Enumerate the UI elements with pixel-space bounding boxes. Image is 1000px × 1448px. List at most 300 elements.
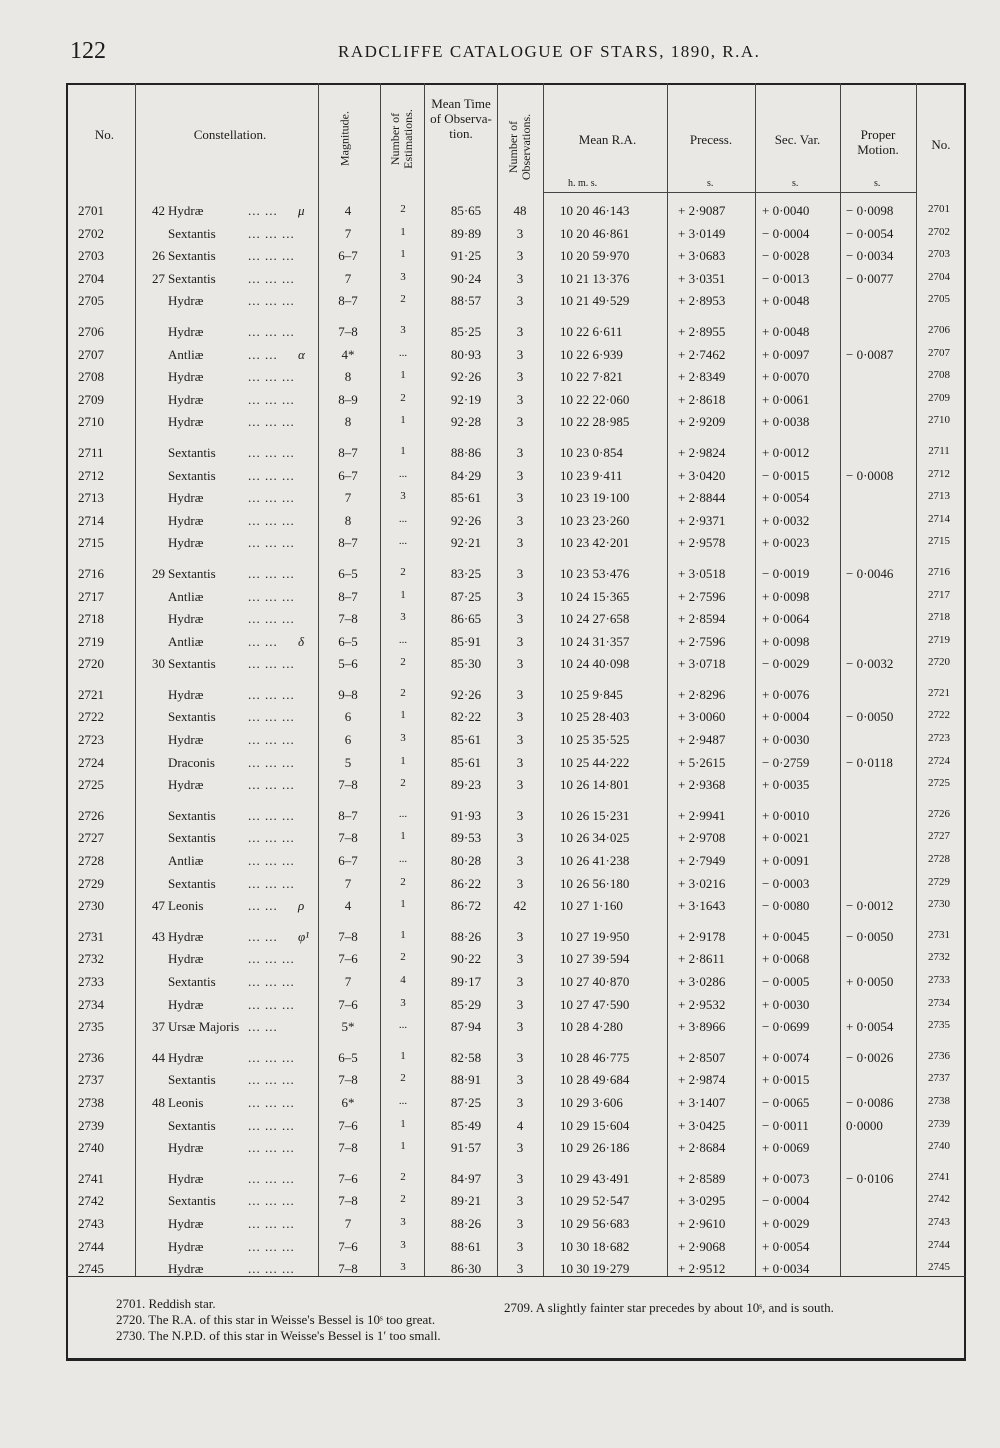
estimations-count: 2 xyxy=(400,656,406,669)
constellation-name: Leonis xyxy=(168,898,204,914)
mean-time-value: 85·65 xyxy=(450,203,482,218)
magnitude-value: 7–8 xyxy=(338,1193,358,1209)
mean-time-value: 87·25 xyxy=(450,1094,482,1110)
leader-dots: ... ... ... xyxy=(248,225,295,241)
star-number: 2731 xyxy=(78,928,104,944)
observations-count: 3 xyxy=(516,512,524,528)
star-number-right: 2704 xyxy=(928,270,950,283)
proper-motion-value: − 0·0087 xyxy=(846,346,894,362)
mean-ra-value: 10 29 26·186 xyxy=(560,1140,630,1156)
mean-time-value: 85·61 xyxy=(450,754,482,770)
mean-time-value: 88·86 xyxy=(450,444,482,460)
magnitude-value: 6–5 xyxy=(338,633,358,649)
mean-ra-value: 10 23 42·201 xyxy=(560,535,630,551)
constellation-name: Sextantis xyxy=(168,974,216,989)
star-number: 2743 xyxy=(78,1215,104,1231)
precession-value: + 2·8844 xyxy=(678,490,726,506)
proper-motion-value: − 0·0106 xyxy=(846,1170,894,1186)
proper-motion-value: − 0·0034 xyxy=(846,248,894,264)
star-number: 2718 xyxy=(78,611,104,627)
mean-ra-value: 10 24 27·658 xyxy=(560,611,630,627)
precession-value: + 2·9178 xyxy=(678,928,726,944)
precession-value: + 3·0518 xyxy=(678,565,726,581)
constellation-name: Antliæ xyxy=(168,853,204,869)
star-number: 2702 xyxy=(78,225,104,241)
star-number: 2710 xyxy=(78,414,104,430)
leader-dots: ... ... ... xyxy=(248,1238,295,1254)
leader-dots: ... ... ... xyxy=(248,709,295,725)
proper-motion-value: − 0·0050 xyxy=(846,928,894,944)
leader-dots: ... ... ... xyxy=(248,875,295,891)
mean-time-value: 92·26 xyxy=(450,512,482,528)
mean-ra-value: 10 27 39·594 xyxy=(560,951,630,967)
precession-value: + 2·9941 xyxy=(678,807,726,823)
mean-ra-value: 10 27 1·160 xyxy=(560,898,623,914)
header-sec-var: Sec. Var. xyxy=(774,132,821,147)
precession-value: + 2·9068 xyxy=(678,1238,726,1254)
observations-count: 3 xyxy=(516,248,524,264)
mean-ra-value: 10 27 40·870 xyxy=(560,974,630,989)
star-number-right: 2713 xyxy=(928,490,950,503)
precession-value: + 3·0683 xyxy=(678,248,726,264)
table-row xyxy=(0,873,1000,896)
bayer-letter: μ xyxy=(298,203,305,218)
magnitude-value: 4 xyxy=(344,203,352,218)
constellation-name: Sextantis xyxy=(168,656,216,672)
proper-motion-value: + 0·0050 xyxy=(846,974,894,989)
estimations-count: 2 xyxy=(400,203,406,215)
secular-variation-value: + 0·0029 xyxy=(762,1215,810,1231)
estimations-count: 1 xyxy=(400,928,406,941)
estimations-count: 2 xyxy=(400,1193,406,1206)
proper-motion-value: − 0·0098 xyxy=(846,203,894,218)
estimations-count: 3 xyxy=(400,323,406,336)
star-number-right: 2741 xyxy=(928,1170,950,1183)
secular-variation-value: + 0·0097 xyxy=(762,346,810,362)
mean-time-value: 88·61 xyxy=(450,1238,482,1254)
star-number: 2708 xyxy=(78,369,104,385)
observations-count: 48 xyxy=(513,203,527,218)
observations-count: 3 xyxy=(516,1072,524,1088)
secular-variation-value: − 0·0065 xyxy=(762,1094,810,1110)
star-number-right: 2717 xyxy=(928,588,950,601)
mean-ra-value: 10 28 49·684 xyxy=(560,1072,630,1088)
magnitude-value: 6 xyxy=(344,709,352,725)
constellation-name: Sextantis xyxy=(168,1193,216,1209)
leader-dots: ... ... xyxy=(248,633,278,649)
observations-count: 3 xyxy=(516,1140,524,1156)
magnitude-value: 7 xyxy=(344,270,352,286)
flamsteed-number: 47 xyxy=(152,898,165,914)
group-gap xyxy=(0,555,1000,563)
precession-value: + 3·8966 xyxy=(678,1019,726,1035)
constellation-name: Draconis xyxy=(168,754,215,770)
mean-time-value: 88·26 xyxy=(450,928,482,944)
star-number: 2732 xyxy=(78,951,104,967)
magnitude-value: 8–7 xyxy=(338,807,358,823)
estimations-count: ... xyxy=(398,1094,408,1107)
table-row xyxy=(0,1092,1000,1115)
constellation-name: Antliæ xyxy=(168,588,204,604)
observations-count: 3 xyxy=(516,1170,524,1186)
magnitude-value: 7–8 xyxy=(338,1140,358,1156)
flamsteed-number: 37 xyxy=(152,1019,165,1035)
secular-variation-value: − 0·0004 xyxy=(762,1193,810,1209)
mean-time-value: 88·26 xyxy=(450,1215,482,1231)
table-row xyxy=(0,510,1000,533)
leader-dots: ... ... ... xyxy=(248,1261,295,1277)
mean-ra-value: 10 23 19·100 xyxy=(560,490,630,506)
header-proper-motion: Proper Motion. xyxy=(857,127,899,157)
magnitude-value: 6 xyxy=(344,732,352,748)
estimations-count: 3 xyxy=(400,996,406,1009)
star-number-right: 2729 xyxy=(928,875,950,888)
proper-motion-value: − 0·0077 xyxy=(846,270,894,286)
mean-ra-value: 10 26 56·180 xyxy=(560,875,630,891)
precession-value: + 3·0060 xyxy=(678,709,726,725)
mean-ra-value: 10 22 22·060 xyxy=(560,391,630,407)
flamsteed-number: 30 xyxy=(152,656,165,672)
star-number-right: 2705 xyxy=(928,293,950,306)
table-row xyxy=(0,752,1000,775)
table-row xyxy=(0,532,1000,555)
precession-value: + 2·7596 xyxy=(678,588,726,604)
star-number: 2717 xyxy=(78,588,104,604)
observations-count: 3 xyxy=(516,270,524,286)
mean-time-value: 91·93 xyxy=(450,807,482,823)
estimations-count: 2 xyxy=(400,565,406,578)
mean-time-value: 92·21 xyxy=(450,535,482,551)
precession-value: + 3·1407 xyxy=(678,1094,726,1110)
star-number-right: 2735 xyxy=(928,1019,950,1032)
flamsteed-number: 44 xyxy=(152,1049,165,1065)
constellation-name: Hydræ xyxy=(168,369,204,385)
magnitude-value: 7–6 xyxy=(338,1117,358,1133)
constellation-name: Hydræ xyxy=(168,323,204,339)
observations-count: 3 xyxy=(516,633,524,649)
flamsteed-number: 43 xyxy=(152,928,165,944)
star-number-right: 2722 xyxy=(928,709,950,722)
table-row xyxy=(0,223,1000,246)
magnitude-value: 6–7 xyxy=(338,467,358,483)
observations-count: 42 xyxy=(513,898,527,914)
secular-variation-value: + 0·0030 xyxy=(762,732,810,748)
leader-dots: ... ... ... xyxy=(248,1215,295,1231)
secular-variation-value: + 0·0064 xyxy=(762,611,810,627)
star-number-right: 2719 xyxy=(928,633,950,646)
mean-ra-value: 10 27 47·590 xyxy=(560,996,630,1012)
flamsteed-number: 42 xyxy=(152,203,165,218)
mean-time-value: 87·94 xyxy=(450,1019,482,1035)
precession-value: + 3·0216 xyxy=(678,875,726,891)
table-row xyxy=(0,1168,1000,1191)
mean-ra-value: 10 25 44·222 xyxy=(560,754,630,770)
constellation-name: Leonis xyxy=(168,1094,204,1110)
star-number: 2728 xyxy=(78,853,104,869)
running-title: RADCLIFFE CATALOGUE OF STARS, 1890, R.A. xyxy=(338,42,761,61)
observations-count: 3 xyxy=(516,732,524,748)
constellation-name: Hydræ xyxy=(168,414,204,430)
precession-value: + 2·8684 xyxy=(678,1140,726,1156)
magnitude-value: 7–8 xyxy=(338,830,358,846)
header-estimations: Number of Estimations. xyxy=(388,109,415,169)
observations-count: 3 xyxy=(516,225,524,241)
constellation-name: Hydræ xyxy=(168,535,204,551)
observations-count: 3 xyxy=(516,1049,524,1065)
star-number-right: 2703 xyxy=(928,248,950,261)
mean-ra-value: 10 27 19·950 xyxy=(560,928,630,944)
mean-time-value: 85·49 xyxy=(450,1117,482,1133)
star-number: 2734 xyxy=(78,996,104,1012)
bayer-letter: φ¹ xyxy=(298,928,310,944)
star-number-right: 2708 xyxy=(928,369,950,382)
star-number-right: 2718 xyxy=(928,611,950,624)
magnitude-value: 9–8 xyxy=(338,686,358,702)
bayer-letter: ρ xyxy=(298,898,305,914)
magnitude-value: 7 xyxy=(344,974,352,989)
star-number: 2720 xyxy=(78,656,104,672)
star-number-right: 2707 xyxy=(928,346,950,359)
unit-precess: s. xyxy=(707,178,714,189)
mean-time-value: 86·72 xyxy=(450,898,482,914)
mean-time-value: 87·25 xyxy=(450,588,482,604)
secular-variation-value: + 0·0032 xyxy=(762,512,810,528)
table-row xyxy=(0,1016,1000,1039)
leader-dots: ... ... ... xyxy=(248,444,295,460)
constellation-name: Hydræ xyxy=(168,951,204,967)
mean-ra-value: 10 29 56·683 xyxy=(560,1215,630,1231)
mean-ra-value: 10 29 43·491 xyxy=(560,1170,630,1186)
mean-ra-value: 10 26 15·231 xyxy=(560,807,630,823)
flamsteed-number: 48 xyxy=(152,1094,165,1110)
mean-ra-value: 10 23 9·411 xyxy=(560,467,623,483)
observations-count: 3 xyxy=(516,754,524,770)
star-number-right: 2742 xyxy=(928,1193,950,1206)
star-number-right: 2711 xyxy=(928,444,950,457)
observations-count: 3 xyxy=(516,951,524,967)
constellation-name: Sextantis xyxy=(168,1072,216,1088)
leader-dots: ... ... ... xyxy=(248,732,295,748)
constellation-name: Hydræ xyxy=(168,928,204,944)
header-no-right: No. xyxy=(931,137,951,152)
precession-value: + 2·9874 xyxy=(678,1072,726,1088)
estimations-count: 1 xyxy=(400,225,406,238)
mean-ra-value: 10 22 6·611 xyxy=(560,323,623,339)
group-gap xyxy=(0,918,1000,926)
mean-time-value: 85·25 xyxy=(450,323,482,339)
mean-time-value: 88·57 xyxy=(450,293,482,309)
table-row xyxy=(0,389,1000,412)
star-number-right: 2726 xyxy=(928,807,950,820)
estimations-count: ... xyxy=(398,535,408,548)
precession-value: + 2·8507 xyxy=(678,1049,726,1065)
observations-count: 3 xyxy=(516,565,524,581)
constellation-name: Sextantis xyxy=(168,709,216,725)
leader-dots: ... ... xyxy=(248,898,278,914)
observations-count: 3 xyxy=(516,853,524,869)
magnitude-value: 8 xyxy=(344,369,352,385)
observations-count: 3 xyxy=(516,414,524,430)
mean-ra-value: 10 28 4·280 xyxy=(560,1019,623,1035)
precession-value: + 3·0718 xyxy=(678,656,726,672)
secular-variation-value: + 0·0070 xyxy=(762,369,810,385)
star-number-right: 2730 xyxy=(928,898,950,911)
constellation-name: Sextantis xyxy=(168,565,216,581)
estimations-count: 3 xyxy=(400,270,406,283)
constellation-name: Hydræ xyxy=(168,1238,204,1254)
precession-value: + 2·8589 xyxy=(678,1170,726,1186)
secular-variation-value: + 0·0098 xyxy=(762,588,810,604)
mean-time-value: 86·30 xyxy=(450,1261,482,1277)
observations-count: 3 xyxy=(516,996,524,1012)
mean-ra-value: 10 30 19·279 xyxy=(560,1261,630,1277)
mean-time-value: 89·53 xyxy=(450,830,482,846)
header-mean-ra: Mean R.A. xyxy=(578,132,637,147)
constellation-name: Sextantis xyxy=(168,444,216,460)
magnitude-value: 6–7 xyxy=(338,248,358,264)
table-row xyxy=(0,344,1000,367)
precession-value: + 2·9610 xyxy=(678,1215,726,1231)
secular-variation-value: − 0·0019 xyxy=(762,565,810,581)
magnitude-value: 6–5 xyxy=(338,1049,358,1065)
magnitude-value: 7 xyxy=(344,225,352,241)
table-row xyxy=(0,1069,1000,1092)
secular-variation-value: − 0·0028 xyxy=(762,248,810,264)
star-number: 2705 xyxy=(78,293,104,309)
table-row xyxy=(0,631,1000,654)
estimations-count: 1 xyxy=(400,898,406,911)
leader-dots: ... ... ... xyxy=(248,270,295,286)
mean-time-value: 80·93 xyxy=(450,346,482,362)
mean-ra-value: 10 21 49·529 xyxy=(560,293,630,309)
table-row xyxy=(0,684,1000,707)
leader-dots: ... ... ... xyxy=(248,754,295,770)
star-number: 2719 xyxy=(78,633,104,649)
leader-dots: ... ... ... xyxy=(248,588,295,604)
table-row xyxy=(0,487,1000,510)
observations-count: 3 xyxy=(516,1019,524,1035)
secular-variation-value: + 0·0023 xyxy=(762,535,810,551)
magnitude-value: 6–5 xyxy=(338,565,358,581)
star-number-right: 2744 xyxy=(928,1238,950,1251)
leader-dots: ... ... ... xyxy=(248,565,295,581)
star-number: 2722 xyxy=(78,709,104,725)
group-gap xyxy=(0,797,1000,805)
leader-dots: ... ... ... xyxy=(248,611,295,627)
secular-variation-value: + 0·0035 xyxy=(762,777,810,793)
magnitude-value: 8–7 xyxy=(338,535,358,551)
secular-variation-value: + 0·0048 xyxy=(762,323,810,339)
star-number: 2725 xyxy=(78,777,104,793)
constellation-name: Sextantis xyxy=(168,248,216,264)
table-row xyxy=(0,971,1000,994)
mean-ra-value: 10 25 35·525 xyxy=(560,732,630,748)
secular-variation-value: + 0·0004 xyxy=(762,709,810,725)
magnitude-value: 4 xyxy=(344,898,352,914)
secular-variation-value: + 0·0030 xyxy=(762,996,810,1012)
mean-time-value: 89·89 xyxy=(450,225,482,241)
magnitude-value: 7 xyxy=(344,875,352,891)
table-row xyxy=(0,465,1000,488)
mean-time-value: 85·29 xyxy=(450,996,482,1012)
leader-dots: ... ... ... xyxy=(248,467,295,483)
observations-count: 3 xyxy=(516,293,524,309)
precession-value: + 3·0149 xyxy=(678,225,726,241)
secular-variation-value: − 0·0004 xyxy=(762,225,810,241)
precession-value: + 3·0420 xyxy=(678,467,726,483)
table-row xyxy=(0,850,1000,873)
mean-ra-value: 10 26 14·801 xyxy=(560,777,630,793)
leader-dots: ... ... ... xyxy=(248,414,295,430)
mean-ra-value: 10 22 6·939 xyxy=(560,346,623,362)
mean-time-value: 85·91 xyxy=(450,633,482,649)
footnote: 2709. A slightly fainter star precedes by about 10ˢ, and is south. xyxy=(504,1300,834,1315)
star-table-body xyxy=(0,200,1000,1281)
estimations-count: 3 xyxy=(400,1215,406,1228)
star-number-right: 2701 xyxy=(928,203,950,215)
estimations-count: 2 xyxy=(400,1170,406,1183)
star-number: 2716 xyxy=(78,565,104,581)
estimations-count: 1 xyxy=(400,1049,406,1062)
star-number-right: 2714 xyxy=(928,512,950,525)
constellation-name: Hydræ xyxy=(168,512,204,528)
precession-value: + 2·9578 xyxy=(678,535,726,551)
flamsteed-number: 27 xyxy=(152,270,165,286)
table-row xyxy=(0,774,1000,797)
magnitude-value: 6* xyxy=(341,1094,355,1110)
estimations-count: 1 xyxy=(400,414,406,427)
mean-time-value: 92·26 xyxy=(450,686,482,702)
star-number-right: 2737 xyxy=(928,1072,950,1085)
magnitude-value: 5* xyxy=(341,1019,355,1035)
table-row xyxy=(0,442,1000,465)
magnitude-value: 7–6 xyxy=(338,1170,358,1186)
header-precess: Precess. xyxy=(689,132,733,147)
header-mean-time: Mean Time of Observa-tion. xyxy=(430,96,492,141)
precession-value: + 2·8953 xyxy=(678,293,726,309)
leader-dots: ... ... ... xyxy=(248,1049,295,1065)
mean-time-value: 92·26 xyxy=(450,369,482,385)
estimations-count: 2 xyxy=(400,391,406,404)
estimations-count: 1 xyxy=(400,444,406,457)
star-number-right: 2731 xyxy=(928,928,950,941)
proper-motion-value: + 0·0054 xyxy=(846,1019,894,1035)
mean-time-value: 83·25 xyxy=(450,565,482,581)
estimations-count: 3 xyxy=(400,1261,406,1274)
estimations-count: 1 xyxy=(400,709,406,722)
magnitude-value: 8–7 xyxy=(338,293,358,309)
mean-ra-value: 10 25 28·403 xyxy=(560,709,630,725)
mean-time-value: 89·23 xyxy=(450,777,482,793)
observations-count: 3 xyxy=(516,1261,524,1277)
table-row xyxy=(0,827,1000,850)
secular-variation-value: − 0·0013 xyxy=(762,270,810,286)
mean-ra-value: 10 29 52·547 xyxy=(560,1193,630,1209)
flamsteed-number: 29 xyxy=(152,565,165,581)
table-row xyxy=(0,1258,1000,1281)
table-row xyxy=(0,563,1000,586)
precession-value: + 2·7949 xyxy=(678,853,726,869)
magnitude-value: 7–8 xyxy=(338,1261,358,1277)
table-row xyxy=(0,948,1000,971)
leader-dots: ... ... ... xyxy=(248,656,295,672)
star-number-right: 2725 xyxy=(928,777,950,790)
secular-variation-value: + 0·0021 xyxy=(762,830,810,846)
secular-variation-value: + 0·0048 xyxy=(762,293,810,309)
proper-motion-value: − 0·0086 xyxy=(846,1094,894,1110)
mean-time-value: 92·19 xyxy=(450,391,482,407)
group-gap xyxy=(0,676,1000,684)
